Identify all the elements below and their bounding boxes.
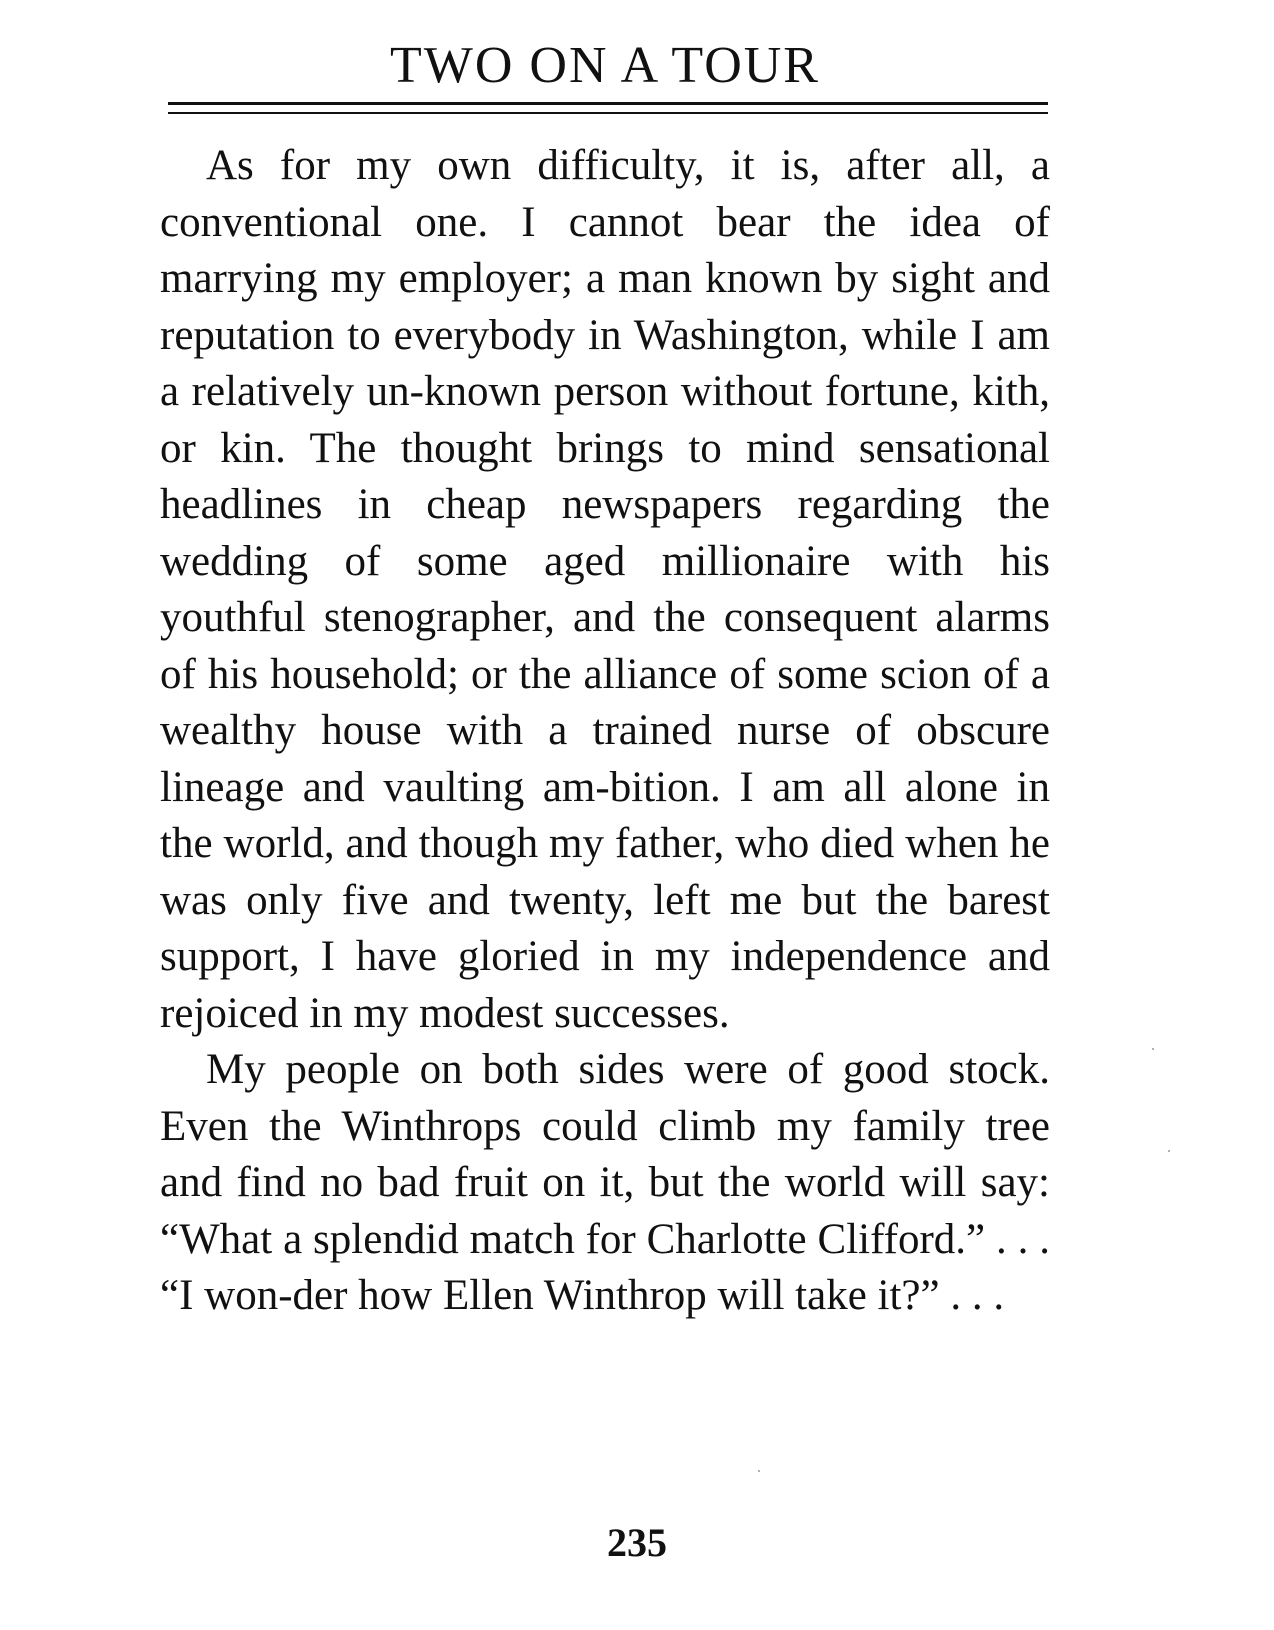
body-text: [160, 138, 1050, 1325]
paper-speck: [758, 1470, 760, 1472]
running-head: TWO ON A TOUR: [390, 37, 820, 94]
paragraph-2: My people on both sides were of good stock. Even the Winthrops could climb my family tree and find no bad fruit on it, but the world will say: “What a splendid match for Charlotte Clifford.” . . . “I won-der how Ellen Winthrop will take it?” . . .: [160, 1046, 1050, 1319]
paper-speck: [1168, 1150, 1170, 1152]
page-number: 235: [607, 1520, 667, 1565]
paragraph-1: As for my own difficulty, it is, after all, a conventional one. I cannot bear the idea of marrying my employer; a man known by sight and reputation to everybody in Washington, while I am a relatively un-known person without fortune, kith, or kin. The thought brings to mind sensational headlines in cheap newspapers regarding the wedding of some aged millionaire with his youthful stenographer, and the consequent alarms of his household; or the alliance of some scion of a wealthy house with a trained nurse of obscure lineage and vaulting am-bition. I am all alone in the world, and though my father, who died when he was only five and twenty, left me but the barest support, I have gloried in my independence and rejoiced in my modest successes.: [160, 142, 1050, 1037]
header-rule-thin: [168, 112, 1048, 114]
header-rule-thick: [168, 102, 1048, 105]
paper-speck: [1152, 1048, 1154, 1050]
